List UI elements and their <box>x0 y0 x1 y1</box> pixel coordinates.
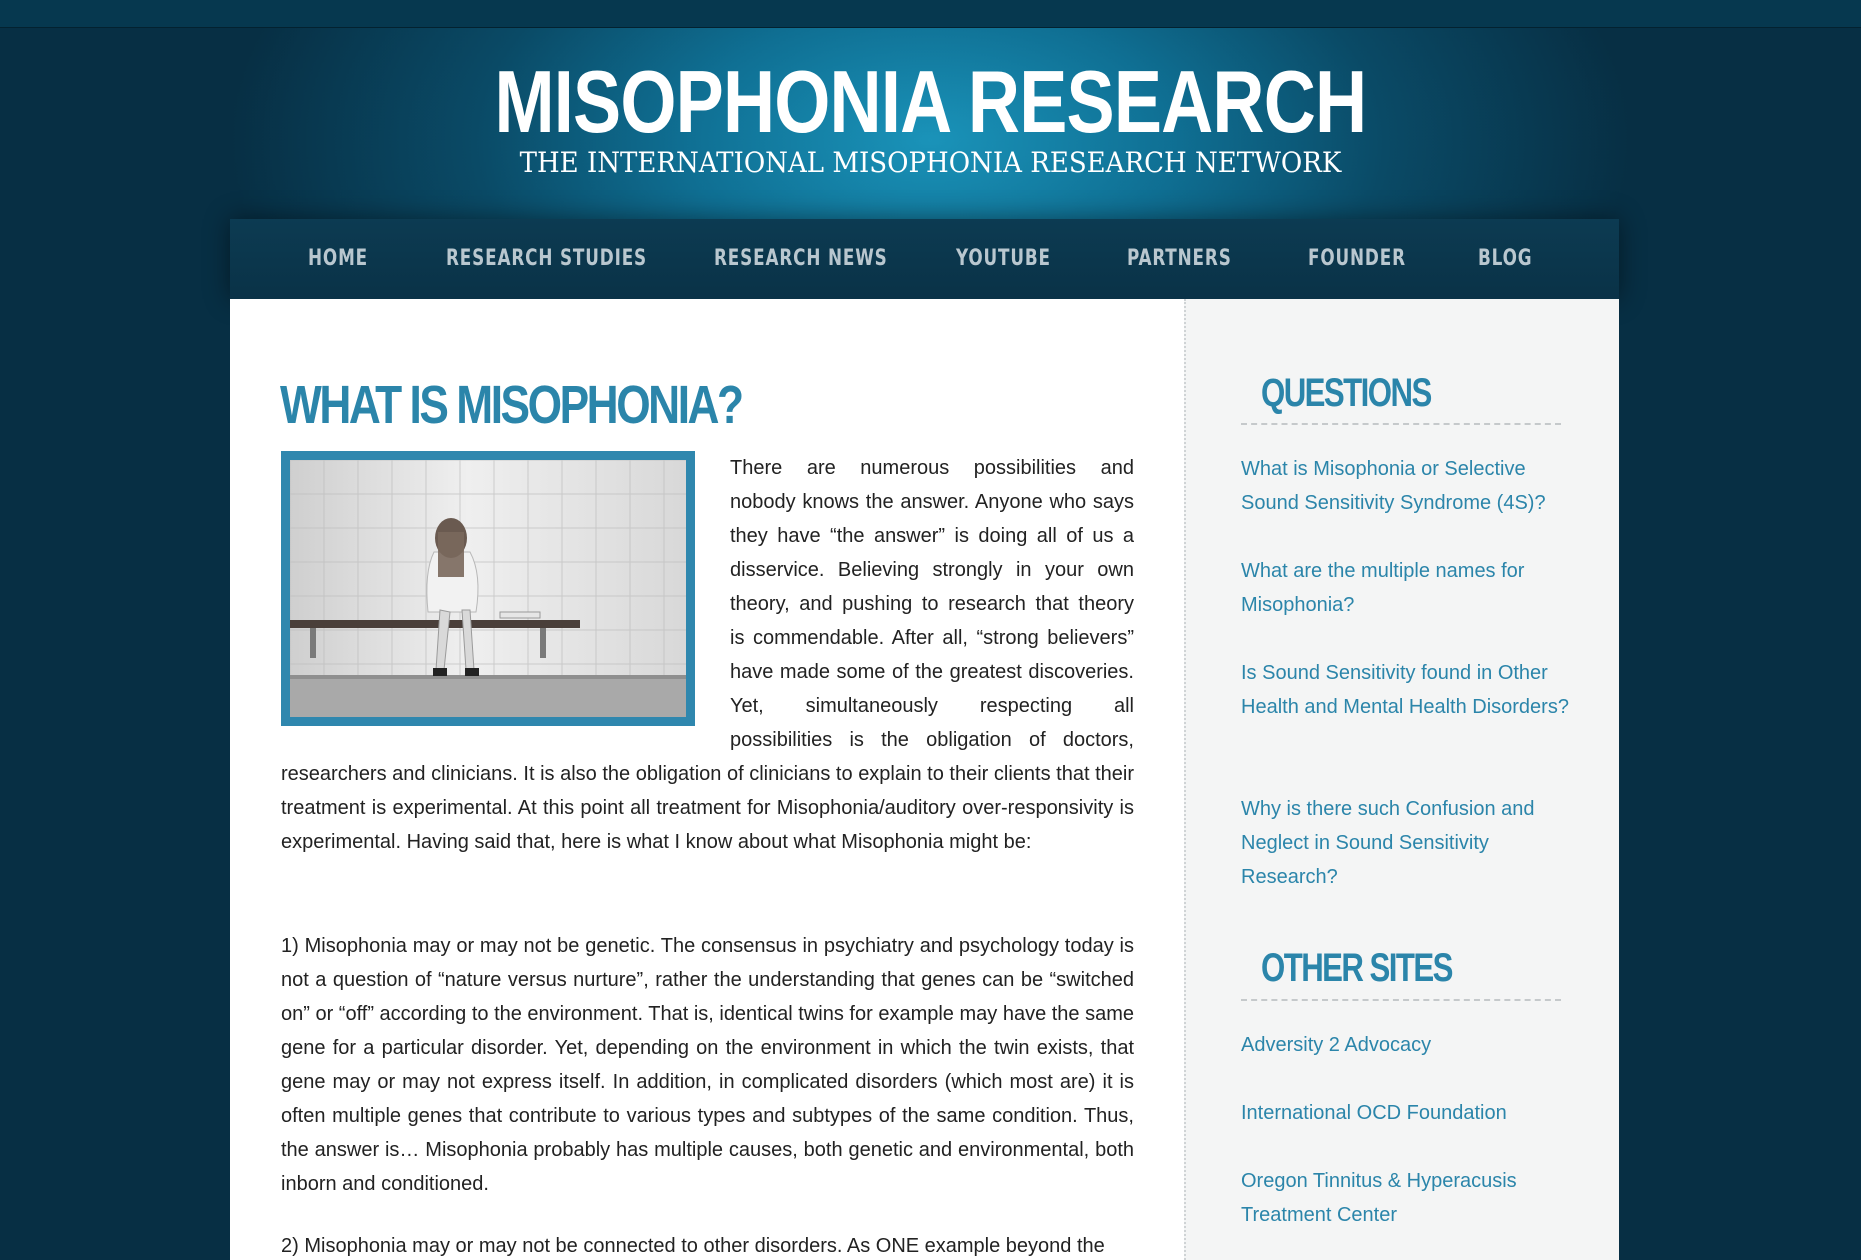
site-tagline: THE INTERNATIONAL MISOPHONIA RESEARCH NETWORK <box>519 146 1342 179</box>
article-line: possibilities is the obligation of doctors, <box>730 729 1134 751</box>
question-link[interactable]: What is Misophonia or Selective Sound Sensitivity Syndrome (4S)? <box>1241 458 1546 514</box>
article-line: have made some of the greatest discoveries. <box>730 661 1134 683</box>
woman-on-bench-photo-icon <box>290 460 686 717</box>
main-content <box>230 299 1184 1260</box>
article-line: theory, and pushing to research that theory <box>730 593 1134 615</box>
nav-item-partners[interactable]: PARTNERS <box>1127 246 1232 271</box>
page-title: WHAT IS MISOPHONIA? <box>280 375 742 435</box>
article-paragraph-1-float <box>730 451 1134 757</box>
questions-heading: QUESTIONS <box>1261 371 1431 415</box>
nav-item-research-news[interactable]: RESEARCH NEWS <box>714 246 888 271</box>
sidebar <box>1184 299 1619 1260</box>
article-paragraph-3: 2) Misophonia may or may not be connected to other disorders. As ONE example beyond the <box>281 1235 1105 1257</box>
article-line: nobody knows the answer. Anyone who says <box>730 491 1134 513</box>
article-line: Yet, simultaneously respecting all <box>730 695 1134 717</box>
other-sites-divider <box>1241 999 1561 1001</box>
nav-item-youtube[interactable]: YOUTUBE <box>956 246 1051 271</box>
question-link[interactable]: What are the multiple names for Misophonia? <box>1241 560 1525 616</box>
woman-on-bench-photo <box>281 451 695 726</box>
article-paragraph-1-rest: researchers and clinicians. It is also the obligation of clinicians to explain to their clients that their treatment is experimental. At this point all treatment for Misophonia/auditory over-responsivity is experimental. Having said that, here is what I know about what Misophonia might be: <box>281 763 1134 853</box>
main-nav <box>230 219 1619 299</box>
article-line: they have “the answer” is doing all of us a <box>730 525 1134 547</box>
article-paragraph-2: 1) Misophonia may or may not be genetic. The consensus in psychiatry and psychology today is not a question of “nature versus nurture”, rather the understanding that genes can be “switched on” or “off” according to the environment. That is, identical twins for example may have the same gene for a particular disorder. Yet, depending on the environment in which the twin exists, that gene may or may not express itself. In addition, in complicated disorders (which most are) it is often multiple genes that contribute to various types and subtypes of the same condition. Thus, the answer is… Misophonia probably has multiple causes, both genetic and environmental, both inborn and conditioned. <box>281 935 1135 1195</box>
article-line: disservice. Believing strongly in your own <box>730 559 1134 581</box>
other-site-link[interactable]: International OCD Foundation <box>1241 1102 1507 1124</box>
site-title[interactable]: MISOPHONIA RESEARCH <box>494 52 1367 151</box>
nav-item-home[interactable]: HOME <box>308 246 369 271</box>
article-line: There are numerous possibilities and <box>730 457 1134 479</box>
questions-divider <box>1241 423 1561 425</box>
other-site-link[interactable]: Adversity 2 Advocacy <box>1241 1034 1432 1056</box>
question-link[interactable]: Why is there such Confusion and Neglect in Sound Sensitivity Research? <box>1241 798 1535 888</box>
other-sites-heading: OTHER SITES <box>1261 946 1452 990</box>
nav-item-blog[interactable]: BLOG <box>1478 246 1533 271</box>
other-site-link[interactable]: Oregon Tinnitus & Hyperacusis Treatment Center <box>1241 1170 1517 1226</box>
nav-item-research-studies[interactable]: RESEARCH STUDIES <box>446 246 648 271</box>
article-line: is commendable. After all, “strong believers” <box>730 627 1134 649</box>
question-link[interactable]: Is Sound Sensitivity found in Other Health and Mental Health Disorders? <box>1241 662 1569 718</box>
nav-item-founder[interactable]: FOUNDER <box>1308 246 1406 271</box>
browser-top-bar <box>0 0 1861 28</box>
